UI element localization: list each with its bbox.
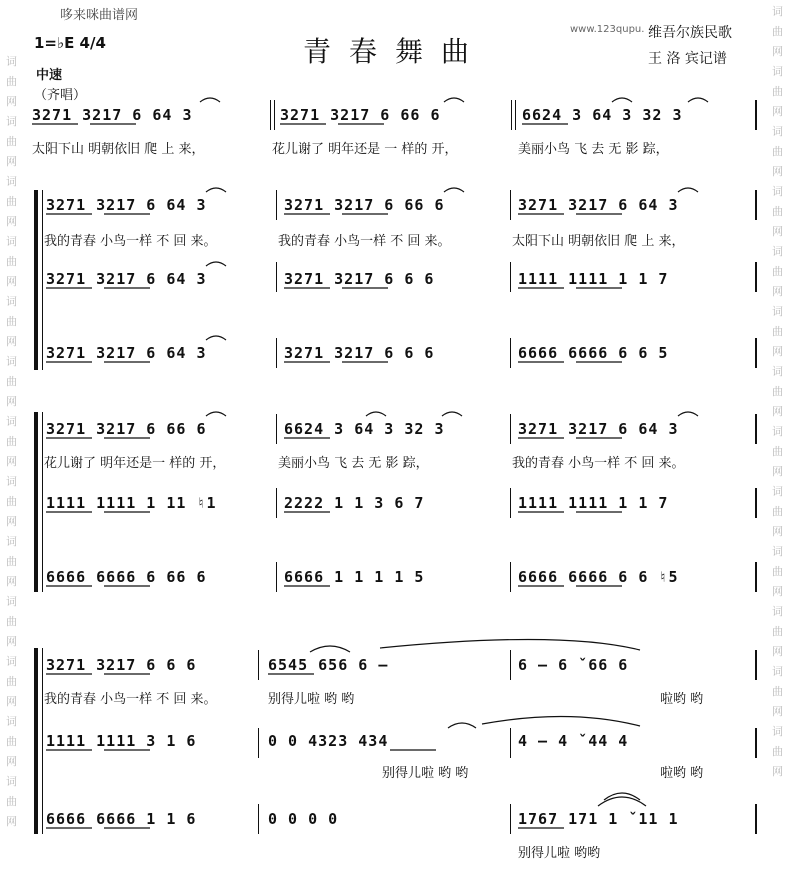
unison-marking: （齐唱） <box>34 88 87 103</box>
lyrics-line: 别得儿啦 哟 哟 <box>268 692 355 707</box>
watermark-char: 网 <box>772 225 783 238</box>
watermark-char: 网 <box>6 695 17 708</box>
watermark-char: 词 <box>6 295 17 308</box>
watermark-char: 网 <box>772 405 783 418</box>
lyrics-line: 我的青春 小鸟一样 不 回 来。 <box>512 456 685 471</box>
watermark-char: 网 <box>772 465 783 478</box>
watermark-char: 曲 <box>772 565 783 578</box>
watermark-char: 词 <box>6 595 17 608</box>
lyrics-line: 美丽小鸟 飞 去 无 影 踪， <box>278 456 429 471</box>
watermark-char: 词 <box>772 65 783 78</box>
watermark-char: 曲 <box>772 625 783 638</box>
watermark-char: 曲 <box>6 795 17 808</box>
watermark-char: 曲 <box>772 205 783 218</box>
tempo-marking: 中速 <box>36 68 63 83</box>
measure-notes: 1111 1111 1 1 7 <box>518 270 669 288</box>
watermark-char: 词 <box>772 485 783 498</box>
watermark-char: 曲 <box>6 315 17 328</box>
measure-notes: 6666 6666 6 66 6 <box>46 568 207 586</box>
watermark-char: 曲 <box>772 505 783 518</box>
watermark-char: 词 <box>772 125 783 138</box>
watermark-char: 网 <box>6 395 17 408</box>
watermark-char: 曲 <box>772 385 783 398</box>
lyrics-line: 别得儿啦 哟 哟 <box>382 766 469 781</box>
watermark-char: 词 <box>6 175 17 188</box>
measure-notes: 3271 3217 6 6 6 <box>284 344 435 362</box>
watermark-char: 曲 <box>772 25 783 38</box>
measure-notes: 6 – 6 ˇ66 6 <box>518 656 629 674</box>
watermark-char: 网 <box>6 455 17 468</box>
lyrics-line: 太阳下山 明朝依旧 爬 上 来， <box>512 234 685 249</box>
lyrics-line: 啦哟 哟 <box>660 766 704 781</box>
watermark-char: 网 <box>6 515 17 528</box>
watermark-char: 网 <box>772 645 783 658</box>
measure-notes: 6666 6666 6 6 ♮5 <box>518 568 679 586</box>
measure-notes: 3271 3217 6 64 3 <box>46 270 207 288</box>
watermark-char: 网 <box>6 575 17 588</box>
watermark-char: 曲 <box>772 445 783 458</box>
measure-notes: 3271 3217 6 64 3 <box>46 344 207 362</box>
lyrics-line: 美丽小鸟 飞 去 无 影 踪， <box>518 142 669 157</box>
measure-notes: 3271 3217 6 6 6 <box>46 656 197 674</box>
lyrics-line: 我的青春 小鸟一样 不 回 来。 <box>44 692 217 707</box>
measure-notes: 3271 3217 6 6 6 <box>284 270 435 288</box>
watermark-char: 网 <box>772 345 783 358</box>
watermark-char: 网 <box>772 525 783 538</box>
measure-notes: 3271 3217 6 64 3 <box>46 196 207 214</box>
site-url: www.123qupu. <box>570 24 645 35</box>
watermark-char: 曲 <box>6 735 17 748</box>
song-origin: 维吾尔族民歌 <box>648 25 732 41</box>
watermark-char: 词 <box>6 355 17 368</box>
measure-notes: 1111 1111 1 11 ♮1 <box>46 494 217 512</box>
measure-notes: 0 0 0 0 <box>268 810 339 828</box>
watermark-char: 词 <box>6 715 17 728</box>
lyrics-line: 我的青春 小鸟一样 不 回 来。 <box>44 234 217 249</box>
measure-notes: 6666 1 1 1 1 5 <box>284 568 425 586</box>
watermark-char: 曲 <box>6 135 17 148</box>
watermark-char: 曲 <box>772 745 783 758</box>
song-title: 青春舞曲 <box>302 35 487 68</box>
watermark-char: 网 <box>6 335 17 348</box>
watermark-char: 网 <box>772 45 783 58</box>
watermark-char: 词 <box>6 775 17 788</box>
watermark-char: 曲 <box>772 85 783 98</box>
watermark-char: 网 <box>6 95 17 108</box>
watermark-char: 词 <box>6 475 17 488</box>
watermark-char: 网 <box>6 155 17 168</box>
measure-notes: 1111 1111 3 1 6 <box>46 732 197 750</box>
watermark-char: 词 <box>772 665 783 678</box>
lyrics-line: 别得儿啦 哟哟 <box>518 846 601 861</box>
watermark-char: 词 <box>6 115 17 128</box>
watermark-char: 网 <box>772 285 783 298</box>
watermark-char: 词 <box>6 415 17 428</box>
watermark-char: 词 <box>6 235 17 248</box>
watermark-char: 词 <box>772 305 783 318</box>
watermark-char: 词 <box>772 425 783 438</box>
watermark-char: 词 <box>772 5 783 18</box>
lyrics-line: 啦哟 哟 <box>660 692 704 707</box>
measure-notes: 4 – 4 ˇ44 4 <box>518 732 629 750</box>
watermark-char: 网 <box>772 765 783 778</box>
watermark-char: 曲 <box>6 435 17 448</box>
watermark-char: 网 <box>772 705 783 718</box>
watermark-char: 网 <box>772 165 783 178</box>
watermark-char: 曲 <box>772 685 783 698</box>
measure-notes: 1767 171 1 ˇ11 1 <box>518 810 679 828</box>
lyrics-line: 太阳下山 明朝依旧 爬 上 来， <box>32 142 205 157</box>
watermark-char: 词 <box>6 535 17 548</box>
lyrics-line: 花儿谢了 明年还是 一 样的 开， <box>272 142 458 157</box>
measure-notes: 6666 6666 6 6 5 <box>518 344 669 362</box>
watermark-char: 词 <box>772 245 783 258</box>
measure-notes: 6624 3 64 3 32 3 <box>522 106 683 124</box>
watermark-char: 词 <box>6 655 17 668</box>
watermark-char: 网 <box>6 815 17 828</box>
watermark-char: 词 <box>6 55 17 68</box>
key-signature: 1=♭E 4/4 <box>34 34 106 52</box>
watermark-char: 词 <box>772 545 783 558</box>
song-recorder: 王 洛 宾记谱 <box>648 51 727 67</box>
measure-notes: 3271 3217 6 64 3 <box>32 106 193 124</box>
watermark-char: 网 <box>772 105 783 118</box>
watermark-char: 曲 <box>772 325 783 338</box>
measure-notes: 3271 3217 6 66 6 <box>284 196 445 214</box>
watermark-char: 网 <box>6 275 17 288</box>
watermark-char: 曲 <box>6 375 17 388</box>
watermark-char: 网 <box>772 585 783 598</box>
site-name: 哆来咪曲谱网 <box>60 8 139 23</box>
watermark-char: 曲 <box>6 675 17 688</box>
watermark-char: 曲 <box>6 495 17 508</box>
measure-notes: 2222 1 1 3 6 7 <box>284 494 425 512</box>
watermark-char: 网 <box>6 215 17 228</box>
watermark-char: 曲 <box>6 555 17 568</box>
measure-notes: 3271 3217 6 64 3 <box>518 196 679 214</box>
watermark-char: 词 <box>772 605 783 618</box>
lyrics-line: 花儿谢了 明年还是一 样的 开， <box>44 456 226 471</box>
watermark-char: 词 <box>772 725 783 738</box>
watermark-char: 曲 <box>772 145 783 158</box>
measure-notes: 6624 3 64 3 32 3 <box>284 420 445 438</box>
watermark-char: 网 <box>6 755 17 768</box>
measure-notes: 6545 656 6 – <box>268 656 389 674</box>
measure-notes: 3271 3217 6 64 3 <box>518 420 679 438</box>
measure-notes: 0 0 4323 434 <box>268 732 389 750</box>
watermark-char: 网 <box>6 635 17 648</box>
watermark-char: 曲 <box>772 265 783 278</box>
measure-notes: 6666 6666 1 1 6 <box>46 810 197 828</box>
watermark-char: 曲 <box>6 255 17 268</box>
watermark-char: 曲 <box>6 75 17 88</box>
watermark-char: 曲 <box>6 195 17 208</box>
measure-notes: 1111 1111 1 1 7 <box>518 494 669 512</box>
watermark-char: 词 <box>772 365 783 378</box>
watermark-char: 词 <box>772 185 783 198</box>
measure-notes: 3271 3217 6 66 6 <box>280 106 441 124</box>
measure-notes: 3271 3217 6 66 6 <box>46 420 207 438</box>
watermark-char: 曲 <box>6 615 17 628</box>
lyrics-line: 我的青春 小鸟一样 不 回 来。 <box>278 234 451 249</box>
